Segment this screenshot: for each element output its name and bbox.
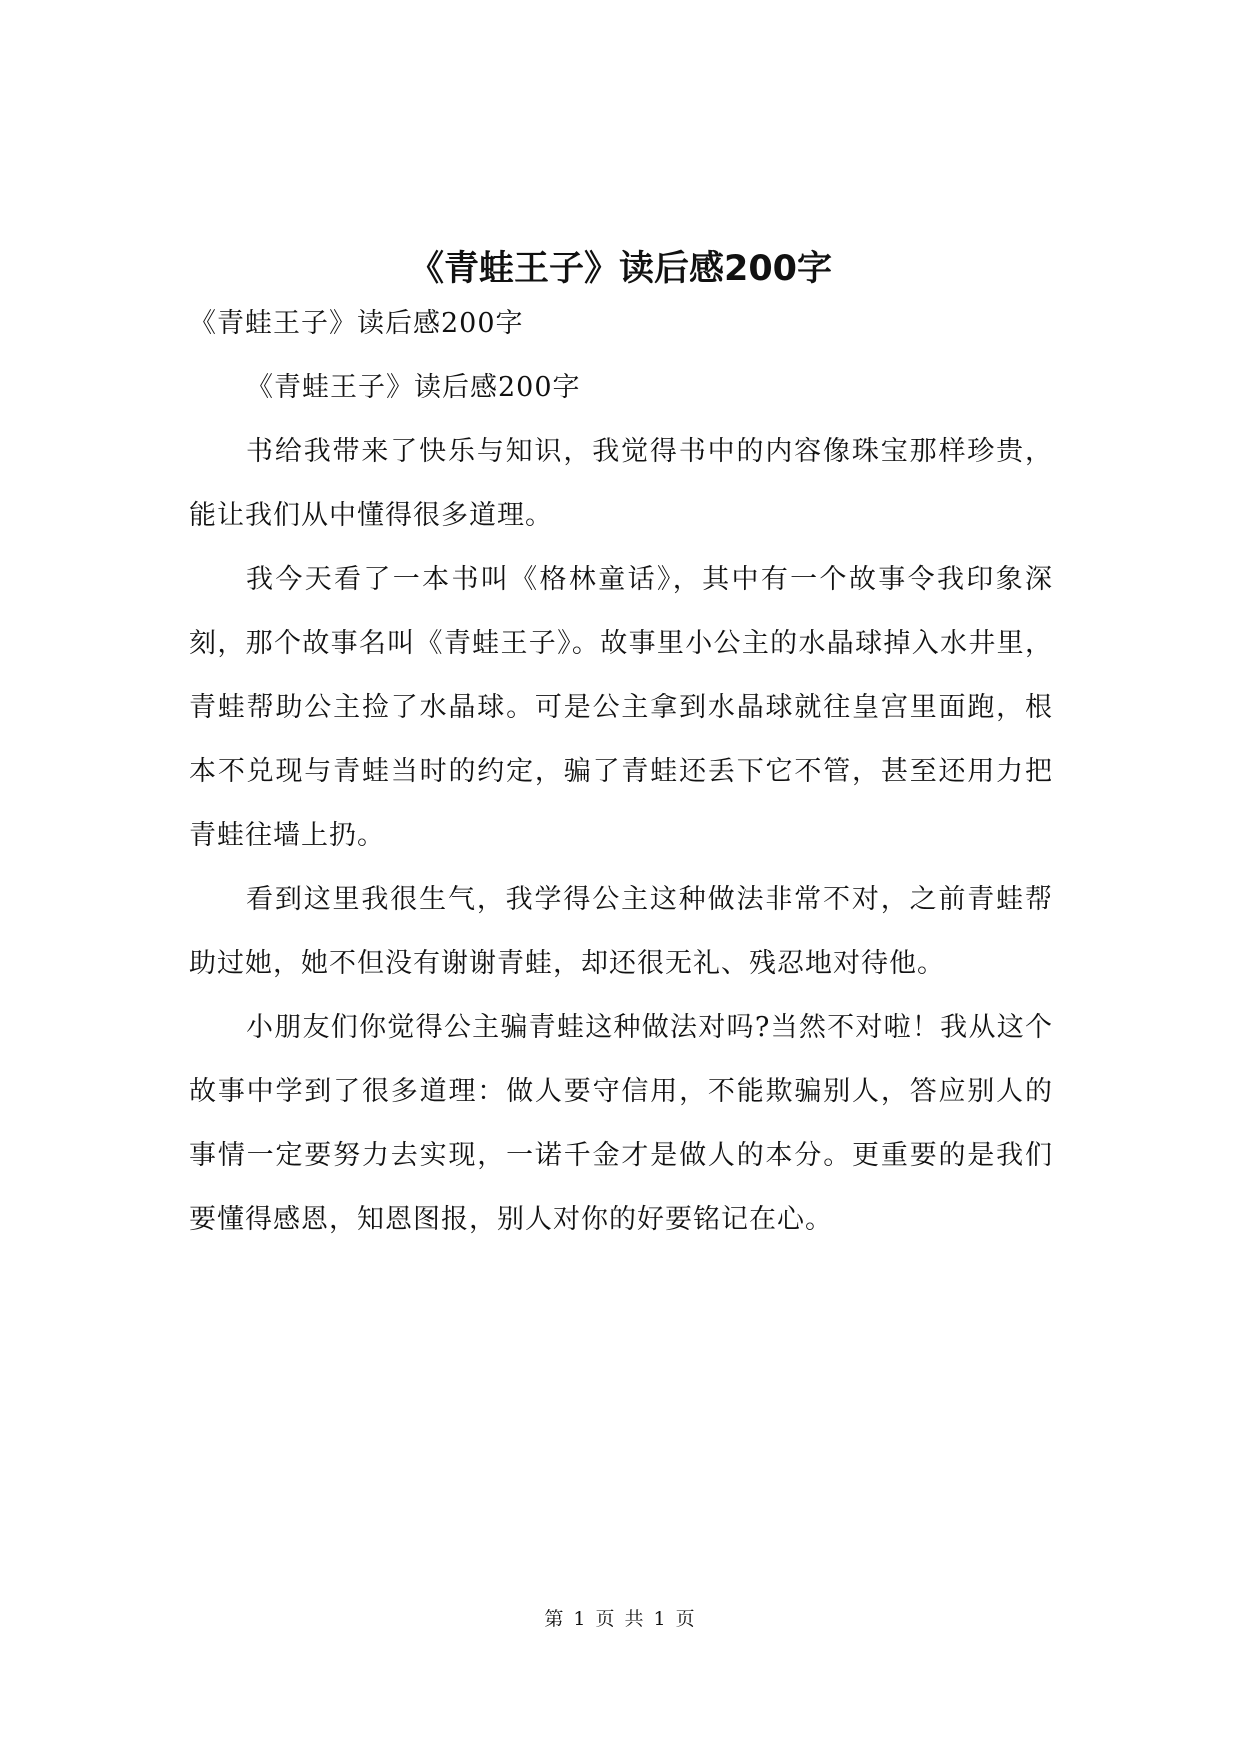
paragraph-5: 看到这里我很生气，我学得公主这种做法非常不对，之前青蛙帮助过她，她不但没有谢谢青蛙，却还很无礼、残忍地对待他。 <box>189 884 1053 979</box>
paragraph-6: 小朋友们你觉得公主骗青蛙这种做法对吗?当然不对啦！我从这个故事中学到了很多道理：做人要守信用，不能欺骗别人，答应别人的事情一定要努力去实现，一诺千金才是做人的本分。更重要的是我们要懂得感恩，知恩图报，别人对你的好要铭记在心。 <box>189 1012 1053 1235</box>
paragraph-3: 书给我带来了快乐与知识，我觉得书中的内容像珠宝那样珍贵，能让我们从中懂得很多道理。 <box>189 436 1053 531</box>
paragraph-1: 《青蛙王子》读后感200字 <box>189 308 524 339</box>
paragraph-4: 我今天看了一本书叫《格林童话》，其中有一个故事令我印象深刻，那个故事名叫《青蛙王子》。故事里小公主的水晶球掉入水井里，青蛙帮助公主捡了水晶球。可是公主拿到水晶球就往皇宫里面跑，根本不兑现与青蛙当时的约定，骗了青蛙还丢下它不管，甚至还用力把青蛙往墙上扔。 <box>189 564 1053 851</box>
document-title: 《青蛙王子》读后感200字 <box>408 249 833 290</box>
paragraph-2: 《青蛙王子》读后感200字 <box>246 372 581 403</box>
document-body <box>189 292 1053 1252</box>
page-footer: 第 1 页 共 1 页 <box>544 1608 697 1630</box>
